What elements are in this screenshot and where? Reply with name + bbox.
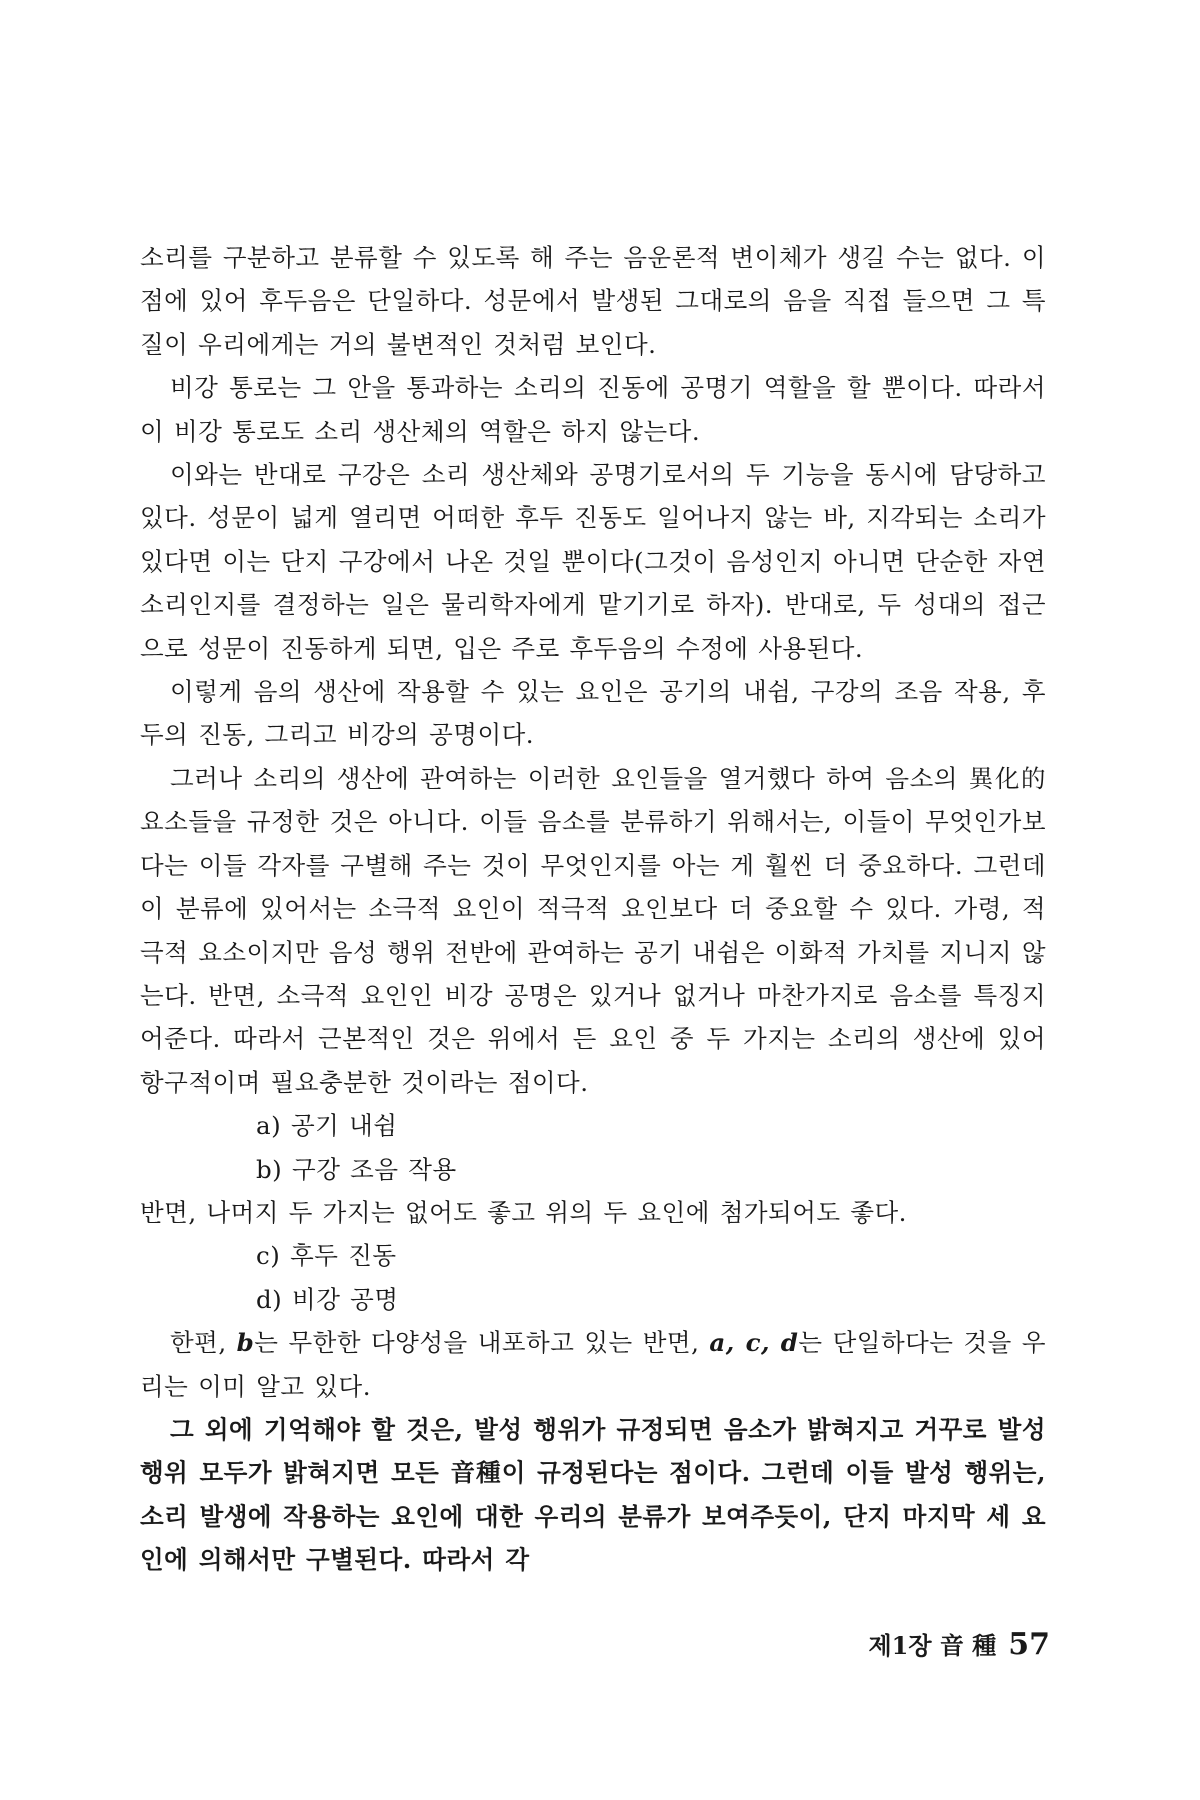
paragraph-1: 소리를 구분하고 분류할 수 있도록 해 주는 음운론적 변이체가 생길 수는 없다. 이 점에 있어 후두음은 단일하다. 성문에서 발생된 그대로의 음을 직접 들으면 그 특질이 우리에게는 거의 불변적인 것처럼 보인다. [140,243,1046,359]
variety-lead: 한편, [170,1328,227,1358]
chapter-title: 제1장 音 種 [868,1631,997,1660]
list-item-b: b) 구강 조음 작용 [256,1154,457,1184]
list-item-c: c) 후두 진동 [256,1241,397,1271]
paragraph-2: 비강 통로는 그 안을 통과하는 소리의 진동에 공명기 역할을 할 뿐이다. 따라서 이 비강 통로도 소리 생산체의 역할은 하지 않는다. [140,373,1046,446]
page-footer [790,1625,1050,1665]
final-paragraph: 그 외에 기억해야 할 것은, 발성 행위가 규정되면 음소가 밝혀지고 거꾸로 발성 행위 모두가 밝혀지면 모든 音種이 규정된다는 점이다. 그런데 이들 발성 행위는, 소리 발생에 작용하는 요인에 대한 우리의 분류가 보여주듯이, 단지 마지막 세 요인에 의해서만 구별된다. 따라서 각 [140,1414,1046,1575]
list-item-a: a) 공기 내쉼 [256,1111,398,1141]
paragraph-4: 이렇게 음의 생산에 작용할 수 있는 요인은 공기의 내쉼, 구강의 조음 작용, 후두의 진동, 그리고 비강의 공명이다. [140,677,1046,750]
variety-paragraph [140,1321,1046,1408]
variety-text-1: 는 무한한 다양성을 내포하고 있는 반면, [254,1328,700,1358]
body-text [140,236,1046,1582]
list-item-d: d) 비강 공명 [256,1284,399,1314]
paragraph-5: 그러나 소리의 생산에 관여하는 이러한 요인들을 열거했다 하여 음소의 異化的 요소들을 규정한 것은 아니다. 이들 음소를 분류하기 위해서는, 이들이 무엇인가보다는 이들 각자를 구별해 주는 것이 무엇인지를 아는 게 훨씬 더 중요하다. 그런데 이 분류에 있어서는 소극적 요인이 적극적 요인보다 더 중요할 수 있다. 가령, 적극적 요소이지만 음성 행위 전반에 관여하는 공기 내쉼은 이화적 가치를 지니지 않는다. 반면, 소극적 요인인 비강 공명은 있거나 없거나 마찬가지로 음소를 특징지어준다. 따라서 근본적인 것은 위에서 든 요인 중 두 가지는 소리의 생산에 있어 항구적이며 필요충분한 것이라는 점이다. [140,763,1046,1097]
variable-b: b [236,1328,255,1358]
variable-acd: a, c, d [709,1328,799,1358]
middle-sentence: 반면, 나머지 두 가지는 없어도 좋고 위의 두 요인에 첨가되어도 좋다. [140,1197,907,1227]
page-number: 57 [1008,1627,1050,1662]
paragraph-3: 이와는 반대로 구강은 소리 생산체와 공명기로서의 두 기능을 동시에 담당하고 있다. 성문이 넓게 열리면 어떠한 후두 진동도 일어나지 않는 바, 지각되는 소리가 있다면 이는 단지 구강에서 나온 것일 뿐이다(그것이 음성인지 아니면 단순한 자연 소리인지를 결정하는 일은 물리학자에게 맡기기로 하자). 반대로, 두 성대의 접근으로 성문이 진동하게 되면, 입은 주로 후두음의 수정에 사용된다. [140,460,1046,663]
variety-text-2: 는 단일하다는 것을 우리는 이미 알고 있다. [140,1328,1046,1401]
